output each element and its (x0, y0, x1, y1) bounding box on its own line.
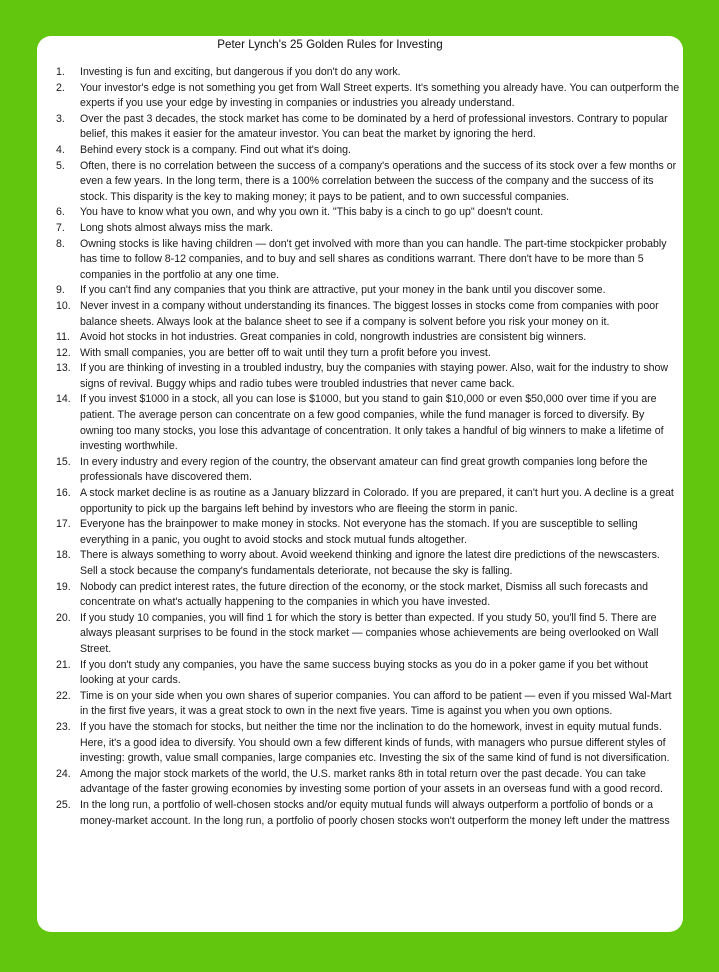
rule-item (37, 330, 683, 346)
rule-number: 9. (56, 284, 65, 297)
rule-text: Everyone has the brainpower to make money in stocks. Not everyone has the stomach. If you are susceptible to selling everything in a panic, you ought to avoid stocks and stock mutual funds altogether. (80, 518, 638, 546)
rule-item (37, 798, 683, 829)
rule-item (37, 455, 683, 486)
page-title: Peter Lynch's 25 Golden Rules for Investing (217, 38, 443, 51)
rule-number: 3. (56, 112, 65, 125)
rule-text: Among the major stock markets of the world, the U.S. market ranks 8th in total return over the past decade. You can take advantage of the faster growing economies by investing some portion of your assets in an overseas fund with a good record. (80, 767, 663, 796)
rule-item (37, 112, 683, 143)
rule-number: 15. (56, 455, 71, 468)
rule-text: Owning stocks is like having children — don't get involved with more than you can handle. The part-time stockpicker probably has time to follow 8-12 companies, and to buy and sell shares as conditions warrant. There don't have to be more than 5 companies in the portfolio at any one time. (80, 237, 667, 281)
rule-item (37, 720, 683, 767)
rule-number: 20. (56, 611, 71, 624)
rule-number: 11. (56, 331, 70, 344)
rule-item (37, 486, 683, 517)
rule-text: Often, there is no correlation between the success of a company's operations and the success of its stock over a few months or even a few years. In the long term, there is a 100% correlation between the success of the company and the success of its stock. This disparity is the key to making money; it pays to be patient, and to own successful companies. (80, 159, 677, 203)
rule-number: 7. (56, 221, 65, 234)
rule-item (37, 65, 683, 81)
rule-number: 13. (56, 362, 71, 375)
rule-item (37, 392, 683, 454)
rule-item (37, 299, 683, 330)
rules-list (37, 65, 683, 829)
rule-item (37, 221, 683, 237)
rule-item (37, 658, 683, 689)
rule-item (37, 81, 683, 112)
rule-text: In the long run, a portfolio of well-chosen stocks and/or equity mutual funds will always outperform a portfolio of bonds or a money-market account. In the long run, a portfolio of poorly chosen stocks won't outperform the money left under the mattress (80, 798, 670, 827)
rule-item (37, 611, 683, 658)
rule-text: There is always something to worry about. Avoid weekend thinking and ignore the latest dire predictions of the newscasters. Sell a stock because the company's fundamentals deteriorate, not because the sky is falling. (80, 549, 660, 577)
rule-item (37, 361, 683, 392)
rule-number: 1. (56, 66, 65, 78)
rule-text: Over the past 3 decades, the stock market has come to be dominated by a herd of professional investors. Contrary to popular belief, this makes it easier for the amateur investor. You can beat the market by ignoring the herd. (80, 112, 668, 141)
rule-number: 10. (56, 299, 71, 312)
rule-text: Investing is fun and exciting, but dangerous if you don't do any work. (80, 66, 401, 78)
rule-item (37, 205, 683, 221)
rule-text: If you have the stomach for stocks, but neither the time nor the inclination to do the homework, invest in equity mutual funds. Here, it's a good idea to diversify. You should own a few different kinds of funds, with managers who pursue different styles of investing: growth, value small companies, large companies etc. Investing the six of the same kind of fund is not diversification. (80, 720, 670, 765)
rule-number: 25. (56, 798, 71, 811)
rule-number: 22. (56, 689, 71, 702)
rules-card (37, 36, 683, 932)
rule-number: 21. (56, 658, 71, 671)
rule-item (37, 283, 683, 299)
rule-text: If you are thinking of investing in a troubled industry, buy the companies with staying power. Also, wait for the industry to show signs of revival. Buggy whips and radio tubes were troubled industries that never came back. (80, 362, 669, 390)
rule-number: 16. (56, 487, 71, 500)
rule-item (37, 159, 683, 206)
rule-text: If you invest $1000 in a stock, all you can lose is $1000, but you stand to gain $10,000 or even $50,000 over time if you are patient. The average person can concentrate on a few good companies, while the fund manager is forced to diversify. By owning too many stocks, you lose this advantage of concentration. It only takes a handful of big winners to make a lifetime of investing worthwhile. (80, 393, 664, 453)
rule-text: Avoid hot stocks in hot industries. Great companies in cold, nongrowth industries are consistent big winners. (80, 331, 587, 344)
rule-number: 2. (56, 81, 65, 94)
rule-item (37, 517, 683, 548)
rule-item (37, 237, 683, 284)
rule-text: Nobody can predict interest rates, the future direction of the economy, or the stock market, Dismiss all such forecasts and concentrate on what's actually happening to the companies in which you have invested. (80, 580, 649, 609)
rule-item (37, 346, 683, 362)
rule-number: 19. (56, 580, 71, 593)
rule-number: 17. (56, 518, 71, 531)
rule-text: Your investor's edge is not something you get from Wall Street experts. It's something you already have. You can outperform the experts if you use your edge by investing in companies or industries you already understand. (80, 81, 680, 110)
rule-item (37, 548, 683, 579)
rule-item (37, 689, 683, 720)
rule-item (37, 767, 683, 798)
rule-item (37, 580, 683, 611)
rule-text: You have to know what you own, and why you own it. "This baby is a cinch to go up" doesn't count. (80, 206, 544, 219)
rule-number: 4. (56, 143, 65, 156)
rule-number: 12. (56, 346, 71, 359)
rule-number: 6. (56, 206, 65, 219)
rule-text: Behind every stock is a company. Find out what it's doing. (80, 143, 351, 156)
rule-text: With small companies, you are better off to wait until they turn a profit before you invest. (80, 346, 491, 359)
rule-text: If you study 10 companies, you will find 1 for which the story is better than expected. If you study 50, you'll find 5. There are always pleasant surprises to be found in the stock market — companies whose achievements are being overlooked on Wall Street. (80, 611, 659, 655)
rule-text: Long shots almost always miss the mark. (80, 221, 274, 234)
rule-text: Time is on your side when you own shares of superior companies. You can afford to be patient — even if you missed Wal-Mart in the first five years, it was a great stock to own in the next five years. Time is against you when you own options. (80, 689, 672, 718)
rule-text: If you can't find any companies that you think are attractive, put your money in the bank until you discover some. (80, 284, 606, 297)
rule-number: 18. (56, 549, 71, 562)
rule-text: If you don't study any companies, you have the same success buying stocks as you do in a poker game if you bet without looking at your cards. (80, 658, 648, 687)
rule-text: Never invest in a company without understanding its finances. The biggest losses in stocks come from companies with poor balance sheets. Always look at the balance sheet to see if a company is solvent before you risk your money on it. (80, 299, 659, 328)
rule-number: 24. (56, 767, 71, 780)
rule-item (37, 143, 683, 159)
rule-number: 14. (56, 393, 71, 406)
rule-text: A stock market decline is as routine as a January blizzard in Colorado. If you are prepared, it can't hurt you. A decline is a great opportunity to pick up the bargains left behind by investors who are fleeing the storm in panic. (80, 487, 674, 515)
rule-number: 8. (56, 237, 65, 250)
rule-number: 5. (56, 159, 65, 172)
rule-number: 23. (56, 720, 71, 733)
rule-text: In every industry and every region of the country, the observant amateur can find great growth companies long before the professionals have discovered them. (80, 455, 648, 484)
